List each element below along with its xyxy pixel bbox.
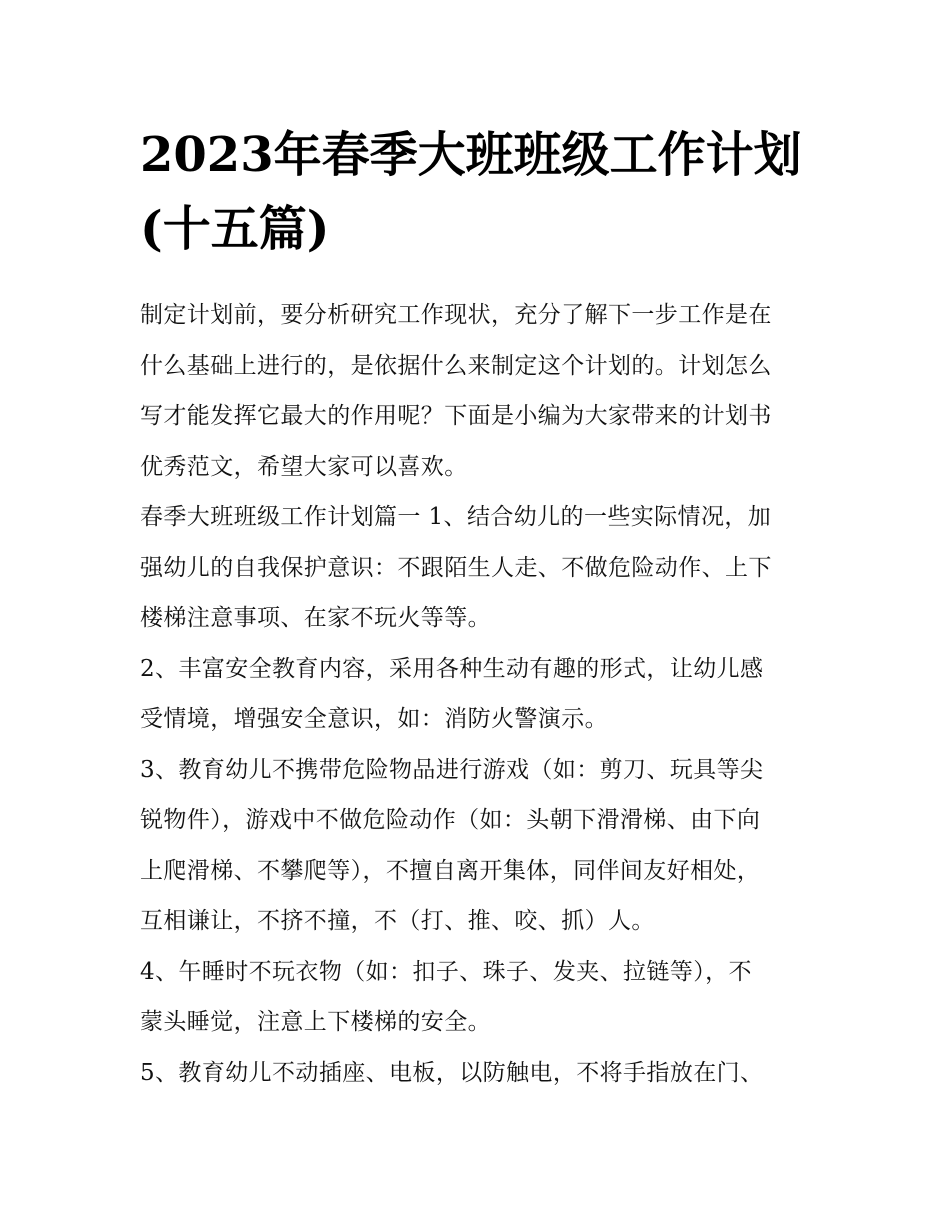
text-line: 4、午睡时不玩衣物（如：扣子、珠子、发夹、拉链等），不 xyxy=(140,958,752,985)
text-line: 2、丰富安全教育内容，采用各种生动有趣的形式，让幼儿感 xyxy=(140,655,764,682)
paragraph-item-2 xyxy=(140,644,812,745)
paragraph-item-5 xyxy=(140,1048,812,1099)
text-line: 楼梯注意事项、在家不玩火等等。 xyxy=(140,605,491,631)
text-line: 锐物件），游戏中不做危险动作（如：头朝下滑滑梯、由下向 xyxy=(140,807,761,833)
paragraph-item-4 xyxy=(140,947,812,1048)
text-line: 受情境，增强安全意识，如：消防火警演示。 xyxy=(140,706,608,732)
text-line: 3、教育幼儿不携带危险物品进行游戏（如：剪刀、玩具等尖 xyxy=(140,756,764,783)
paragraph-section-one xyxy=(140,492,812,644)
document-title xyxy=(140,118,812,266)
paragraph-item-3 xyxy=(140,745,812,947)
document-body xyxy=(140,290,812,1098)
text-line: 写才能发挥它最大的作用呢？下面是小编为大家带来的计划书 xyxy=(140,403,772,429)
paragraph-intro xyxy=(140,290,812,492)
text-line: 5、教育幼儿不动插座、电板，以防触电，不将手指放在门、 xyxy=(140,1059,764,1086)
text-line: 互相谦让，不挤不撞，不（打、推、咬、抓）人。 xyxy=(140,908,655,934)
title-line: 2023年春季大班班级工作计划 xyxy=(140,127,802,183)
title-line: (十五篇) xyxy=(140,201,330,257)
text-line: 强幼儿的自我保护意识：不跟陌生人走、不做危险动作、上下 xyxy=(140,554,772,581)
document-content xyxy=(140,118,812,1098)
text-line: 蒙头睡觉，注意上下楼梯的安全。 xyxy=(140,1009,491,1035)
text-line: 制定计划前，要分析研究工作现状，充分了解下一步工作是在 xyxy=(140,302,772,328)
text-line: 春季大班班级工作计划篇一 1、结合幼儿的一些实际情况，加 xyxy=(140,504,772,530)
text-line: 什么基础上进行的，是依据什么来制定这个计划的。计划怎么 xyxy=(140,352,772,379)
text-line: 优秀范文，希望大家可以喜欢。 xyxy=(140,453,468,480)
text-line: 上爬滑梯、不攀爬等），不擅自离开集体，同伴间友好相处， xyxy=(140,857,761,884)
